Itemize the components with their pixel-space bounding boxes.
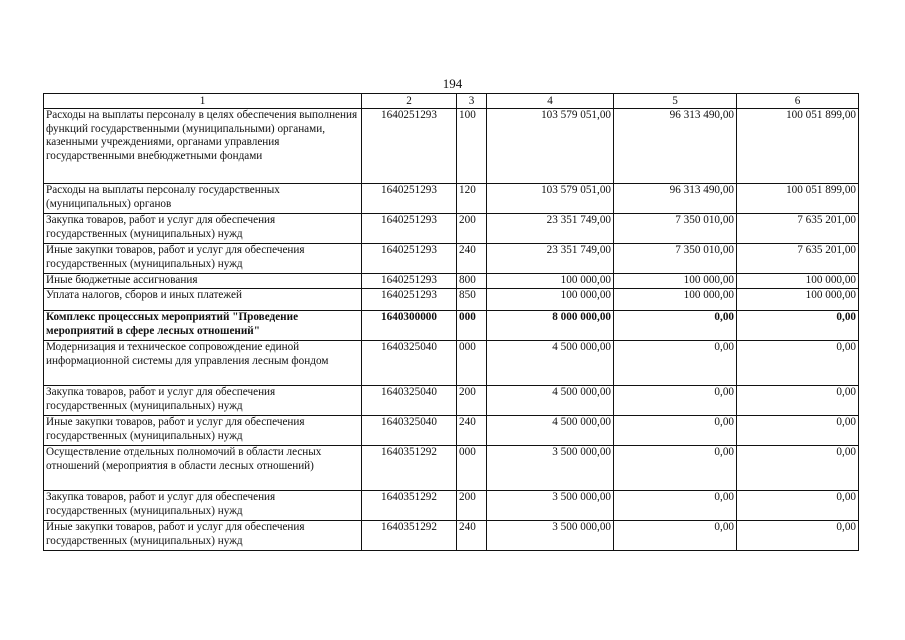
row-value-1-cell: 23 351 749,00 (487, 244, 614, 274)
row-name-cell: Закупка товаров, работ и услуг для обеспечения государственных (муниципальных) нужд (44, 214, 362, 244)
table-row (44, 521, 859, 551)
table-row (44, 446, 859, 491)
row-value-2-cell: 7 350 010,00 (614, 244, 737, 274)
row-value-1-cell: 4 500 000,00 (487, 386, 614, 416)
row-code-cell: 1640351292 (362, 491, 457, 521)
row-type-cell: 120 (457, 184, 487, 214)
row-code-cell: 1640325040 (362, 386, 457, 416)
row-value-2-cell: 0,00 (614, 311, 737, 341)
row-code-cell: 1640351292 (362, 446, 457, 491)
table-row (44, 416, 859, 446)
row-type-cell: 200 (457, 214, 487, 244)
row-name-cell: Расходы на выплаты персоналу государственных (муниципальных) органов (44, 184, 362, 214)
header-row (44, 94, 859, 109)
row-name-cell: Закупка товаров, работ и услуг для обеспечения государственных (муниципальных) нужд (44, 386, 362, 416)
row-value-3-cell: 0,00 (737, 446, 859, 491)
row-type-cell: 240 (457, 521, 487, 551)
row-type-cell: 200 (457, 386, 487, 416)
row-name-cell: Иные закупки товаров, работ и услуг для обеспечения государственных (муниципальных) нужд (44, 521, 362, 551)
row-value-3-cell: 0,00 (737, 386, 859, 416)
row-value-1-cell: 100 000,00 (487, 289, 614, 311)
row-value-1-cell: 3 500 000,00 (487, 446, 614, 491)
row-value-2-cell: 100 000,00 (614, 289, 737, 311)
row-value-3-cell: 0,00 (737, 341, 859, 386)
row-code-cell: 1640251293 (362, 214, 457, 244)
header-col-5: 5 (614, 94, 737, 109)
row-name-cell: Иные закупки товаров, работ и услуг для обеспечения государственных (муниципальных) нужд (44, 416, 362, 446)
row-name-cell: Уплата налогов, сборов и иных платежей (44, 289, 362, 311)
row-value-1-cell: 4 500 000,00 (487, 341, 614, 386)
row-value-3-cell: 0,00 (737, 416, 859, 446)
table-row (44, 386, 859, 416)
row-value-2-cell: 96 313 490,00 (614, 184, 737, 214)
row-value-2-cell: 100 000,00 (614, 274, 737, 289)
table-row (44, 491, 859, 521)
table-row (44, 289, 859, 311)
row-value-2-cell: 0,00 (614, 491, 737, 521)
row-name-cell: Закупка товаров, работ и услуг для обеспечения государственных (муниципальных) нужд (44, 491, 362, 521)
row-code-cell: 1640300000 (362, 311, 457, 341)
row-value-3-cell: 7 635 201,00 (737, 244, 859, 274)
row-code-cell: 1640251293 (362, 244, 457, 274)
table-body (44, 109, 859, 551)
budget-table (43, 93, 859, 551)
page-number: 194 (442, 76, 463, 91)
header-col-3: 3 (457, 94, 487, 109)
row-value-2-cell: 7 350 010,00 (614, 214, 737, 244)
row-value-3-cell: 100 000,00 (737, 289, 859, 311)
row-value-1-cell: 103 579 051,00 (487, 184, 614, 214)
table-row (44, 274, 859, 289)
row-value-2-cell: 0,00 (614, 521, 737, 551)
row-value-3-cell: 7 635 201,00 (737, 214, 859, 244)
table-header (44, 94, 859, 109)
row-value-3-cell: 100 051 899,00 (737, 109, 859, 184)
row-type-cell: 000 (457, 446, 487, 491)
row-type-cell: 240 (457, 416, 487, 446)
row-code-cell: 1640251293 (362, 109, 457, 184)
row-code-cell: 1640251293 (362, 184, 457, 214)
header-col-6: 6 (737, 94, 859, 109)
table-row (44, 311, 859, 341)
header-col-2: 2 (362, 94, 457, 109)
row-value-2-cell: 96 313 490,00 (614, 109, 737, 184)
row-value-1-cell: 103 579 051,00 (487, 109, 614, 184)
row-name-cell: Осуществление отдельных полномочий в области лесных отношений (мероприятия в области лесных отношений) (44, 446, 362, 491)
table-row (44, 109, 859, 184)
row-type-cell: 100 (457, 109, 487, 184)
header-col-1: 1 (44, 94, 362, 109)
row-value-3-cell: 0,00 (737, 311, 859, 341)
row-value-2-cell: 0,00 (614, 386, 737, 416)
row-value-2-cell: 0,00 (614, 416, 737, 446)
row-name-cell: Расходы на выплаты персоналу в целях обеспечения выполнения функций государственными (муниципальными) органами, казенными учреждениями, органами управления государственными внебюджетными фондами (44, 109, 362, 184)
row-value-3-cell: 100 000,00 (737, 274, 859, 289)
row-value-2-cell: 0,00 (614, 446, 737, 491)
row-name-cell: Комплекс процессных мероприятий "Проведение мероприятий в сфере лесных отношений" (44, 311, 362, 341)
header-col-4: 4 (487, 94, 614, 109)
row-value-1-cell: 8 000 000,00 (487, 311, 614, 341)
row-type-cell: 800 (457, 274, 487, 289)
row-name-cell: Иные бюджетные ассигнования (44, 274, 362, 289)
row-type-cell: 240 (457, 244, 487, 274)
row-code-cell: 1640325040 (362, 416, 457, 446)
table-row (44, 341, 859, 386)
row-value-3-cell: 0,00 (737, 491, 859, 521)
row-value-1-cell: 3 500 000,00 (487, 491, 614, 521)
row-type-cell: 850 (457, 289, 487, 311)
row-type-cell: 000 (457, 341, 487, 386)
row-type-cell: 200 (457, 491, 487, 521)
row-value-1-cell: 23 351 749,00 (487, 214, 614, 244)
row-type-cell: 000 (457, 311, 487, 341)
row-value-1-cell: 4 500 000,00 (487, 416, 614, 446)
row-value-1-cell: 3 500 000,00 (487, 521, 614, 551)
row-name-cell: Иные закупки товаров, работ и услуг для обеспечения государственных (муниципальных) нужд (44, 244, 362, 274)
table-row (44, 244, 859, 274)
row-value-1-cell: 100 000,00 (487, 274, 614, 289)
table-row (44, 184, 859, 214)
table-row (44, 214, 859, 244)
row-code-cell: 1640325040 (362, 341, 457, 386)
row-code-cell: 1640251293 (362, 289, 457, 311)
row-code-cell: 1640251293 (362, 274, 457, 289)
row-value-3-cell: 0,00 (737, 521, 859, 551)
row-value-3-cell: 100 051 899,00 (737, 184, 859, 214)
row-name-cell: Модернизация и техническое сопровождение единой информационной системы для управления лесным фондом (44, 341, 362, 386)
row-value-2-cell: 0,00 (614, 341, 737, 386)
row-code-cell: 1640351292 (362, 521, 457, 551)
